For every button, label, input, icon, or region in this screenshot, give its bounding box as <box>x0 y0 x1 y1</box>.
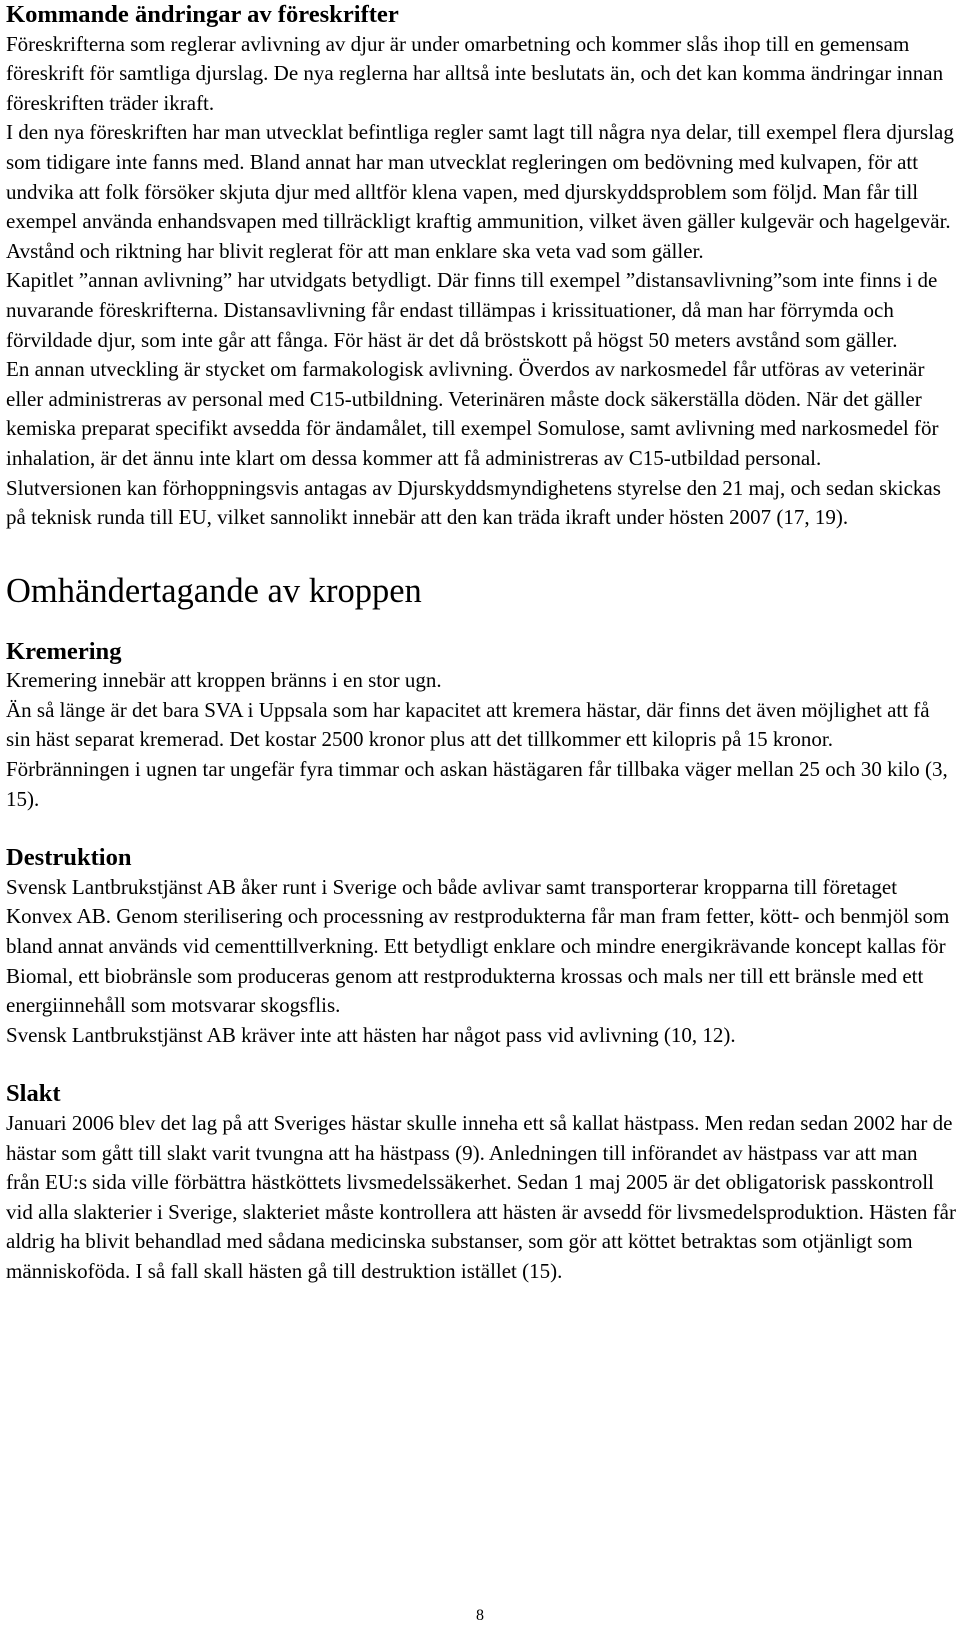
paragraph: Än så länge är det bara SVA i Uppsala som har kapacitet att kremera hästar, där finns det även möjlighet att få sin häst separat kremerad. Det kostar 2500 kronor plus att det tillkommer ett kilopris på 15 kronor. Förbränningen i ugnen tar ungefär fyra timmar och askan hästägaren får tillbaka väger mellan 25 och 30 kilo (3, 15). <box>6 697 948 811</box>
section-destruktion <box>6 843 956 1050</box>
paragraph: Svensk Lantbrukstjänst AB åker runt i Sverige och både avlivar samt transporterar kropparna till företaget Konvex AB. Genom sterilisering och processning av restprodukterna får man fram fetter, kött- och benmjöl som bland annat används vid cementtillverkning. Ett betydligt enklare och mindre energikrävande koncept kallas för Biomal, ett biobränsle som produceras genom att restprodukterna krossas och mals ner till ett bränsle med ett energiinnehåll som motsvarar skogsflis. <box>6 874 950 1018</box>
paragraph: I den nya föreskriften har man utvecklat befintliga regler samt lagt till några nya delar, till exempel flera djurslag som tidigare inte fanns med. Bland annat har man utvecklat regleringen om bedövning med kulvapen, för att undvika att folk försöker skjuta djur med alltför klena vapen, med djurskyddsproblem som följd. Man får till exempel använda enhandsvapen med tillräckligt kraftig ammunition, vilket även gäller kulgevär och hagelgevär. Avstånd och riktning har blivit reglerat för att man enklare ska veta vad som gäller. <box>6 120 954 263</box>
section-kremering <box>6 637 956 815</box>
chapter-heading: Omhändertagande av kroppen <box>6 571 422 610</box>
paragraph: Kremering innebär att kroppen bränns i en stor ugn. <box>6 668 442 693</box>
section-kommande-andringar <box>6 0 956 533</box>
paragraph: Föreskrifterna som reglerar avlivning av djur är under omarbetning och kommer slås ihop till en gemensam föreskrift för samtliga djurslag. De nya reglerna har alltså inte beslutats än, och det kan komma ändringar innan föreskriften träder ikraft. <box>6 31 944 115</box>
paragraph: Kapitlet ”annan avlivning” har utvidgats betydligt. Där finns till exempel ”distansavlivning”som inte finns i de nuvarande föreskrifterna. Distansavlivning får endast tillämpas i krissituationer, då man har förrymda och förvildade djur, som inte går att fånga. För häst är det då bröstskott på högst 50 meters avstånd som gäller. <box>6 268 938 352</box>
paragraph: Svensk Lantbrukstjänst AB kräver inte att hästen har något pass vid avlivning (10, 12). <box>6 1022 736 1047</box>
section-heading: Kommande ändringar av föreskrifter <box>6 1 399 28</box>
page-number: 8 <box>476 1607 484 1624</box>
paragraph: Januari 2006 blev det lag på att Sveriges hästar skulle inneha ett så kallat hästpass. Men redan sedan 2002 har de hästar som gått till slakt varit tvungna att ha hästpass (9). Anledningen till införandet av hästpass var att man från EU:s sida ville förbättra hästköttets livsmedelssäkerhet. Sedan 1 maj 2005 är det obligatorisk passkontroll vid alla slakterier i Sverige, slakteriet måste kontrollera att hästen är avsedd för livsmedelsproduktion. Hästen får aldrig ha blivit behandlad med sådana medicinska substanser, som gör att köttet betraktas som otjänligt som människoföda. I så fall skall hästen gå till destruktion istället (15). <box>6 1111 956 1283</box>
document-page <box>6 0 956 1287</box>
paragraph: Slutversionen kan förhoppningsvis antagas av Djurskyddsmyndighetens styrelse den 21 maj, och sedan skickas på teknisk runda till EU, vilket sannolikt innebär att den kan träda ikraft under hösten 2007 (17, 19). <box>6 475 941 530</box>
section-heading: Destruktion <box>6 844 132 872</box>
section-slakt <box>6 1079 956 1286</box>
section-heading: Kremering <box>6 637 122 665</box>
paragraph: En annan utveckling är stycket om farmakologisk avlivning. Överdos av narkosmedel får utföras av veterinär eller administreras av personal med C15-utbildning. Veterinären måste dock säkerställa döden. När det gäller kemiska preparat specifikt avsedda för ändamålet, till exempel Somulose, samt avlivning med narkosmedel för inhalation, är det ännu inte klart om dessa kommer att få administreras av C15-utbildad personal. <box>6 357 939 470</box>
section-heading: Slakt <box>6 1080 61 1108</box>
